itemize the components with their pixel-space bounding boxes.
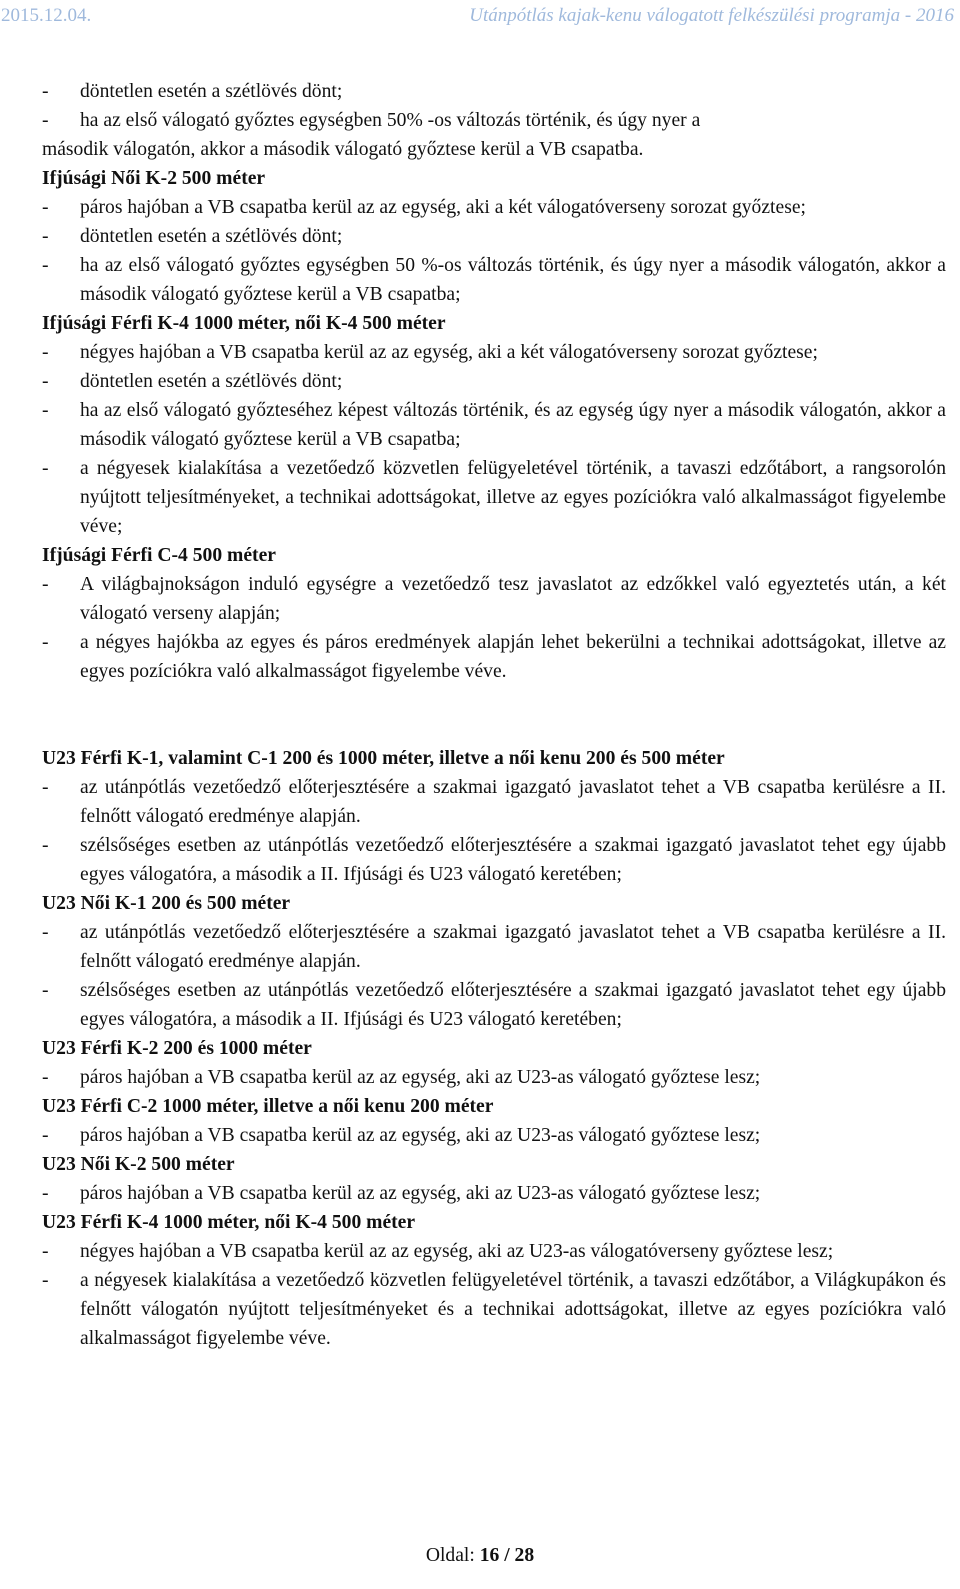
list-item bbox=[42, 628, 946, 686]
paragraph-continuation: második válogatón, akkor a második válogató győztese kerül a VB csapatba. bbox=[42, 139, 644, 160]
list-dash: - bbox=[42, 197, 49, 218]
header-title: Utánpótlás kajak-kenu válogatott felkészülési programja - 2016 bbox=[469, 5, 954, 26]
section-heading: U23 Férfi K-1, valamint C-1 200 és 1000 méter, illetve a női kenu 200 és 500 méter bbox=[42, 748, 725, 769]
list-item bbox=[42, 976, 946, 1034]
list-dash: - bbox=[42, 980, 49, 1001]
page-number: 16 / 28 bbox=[479, 1545, 535, 1566]
list-item-text: szélsőséges esetben az utánpótlás vezetőedző előterjesztésére a szakmai igazgató javaslatot tehet egy újabb egyes válogatóra, a második a II. Ifjúsági és U23 válogató keretében; bbox=[80, 835, 946, 885]
list-dash: - bbox=[42, 922, 49, 943]
list-item-text: döntetlen esetén a szétlövés dönt; bbox=[80, 226, 343, 247]
list-dash: - bbox=[42, 226, 49, 247]
section-heading: Ifjúsági Férfi C-4 500 méter bbox=[42, 545, 276, 566]
list-dash: - bbox=[42, 400, 49, 421]
list-dash: - bbox=[42, 1125, 49, 1146]
list-item bbox=[42, 1121, 946, 1150]
list-dash: - bbox=[42, 371, 49, 392]
list-dash: - bbox=[42, 458, 49, 479]
section-heading: U23 Női K-1 200 és 500 méter bbox=[42, 893, 291, 914]
list-item-text: páros hajóban a VB csapatba kerül az az egység, aki az U23-as válogató győztese lesz; bbox=[80, 1183, 761, 1204]
list-item-text: döntetlen esetén a szétlövés dönt; bbox=[80, 371, 343, 392]
section-heading: U23 Férfi C-2 1000 méter, illetve a női kenu 200 méter bbox=[42, 1096, 494, 1117]
list-item-text: A világbajnokságon induló egységre a vezetőedző tesz javaslatot az edzőkkel való egyeztetés után, a két válogató verseny alapján; bbox=[80, 574, 946, 624]
list-dash: - bbox=[42, 1183, 49, 1204]
list-item-text: a négyesek kialakítása a vezetőedző közvetlen felügyeletével történik, a tavaszi edzőtábort, a rangsorolón nyújtott teljesítményeket, a technikai adottságokat, illetve az egyes pozíciókra való alkalmasságot figyelembe véve; bbox=[80, 458, 946, 537]
list-item bbox=[42, 773, 946, 831]
list-item bbox=[42, 251, 946, 309]
list-item-text: páros hajóban a VB csapatba kerül az az egység, aki az U23-as válogató győztese lesz; bbox=[80, 1125, 761, 1146]
list-item bbox=[42, 106, 946, 135]
document-body bbox=[42, 77, 946, 1353]
list-item bbox=[42, 77, 946, 106]
section-heading: U23 Férfi K-2 200 és 1000 méter bbox=[42, 1038, 312, 1059]
list-item bbox=[42, 831, 946, 889]
list-item-text: négyes hajóban a VB csapatba kerül az az egység, aki a két válogatóverseny sorozat győztese; bbox=[80, 342, 818, 363]
list-dash: - bbox=[42, 81, 49, 102]
section-heading: Ifjúsági Férfi K-4 1000 méter, női K-4 500 méter bbox=[42, 313, 446, 334]
list-item bbox=[42, 1266, 946, 1353]
page-footer bbox=[0, 1545, 960, 1567]
list-item bbox=[42, 1179, 946, 1208]
list-dash: - bbox=[42, 835, 49, 856]
list-item-text: szélsőséges esetben az utánpótlás vezetőedző előterjesztésére a szakmai igazgató javaslatot tehet egy újabb egyes válogatóra, a második a II. Ifjúsági és U23 válogató keretében; bbox=[80, 980, 946, 1030]
list-item-text: ha az első válogató győztes egységben 50 %-os változás történik, és úgy nyer a második válogatón, akkor a második válogató győztese kerül a VB csapatba; bbox=[80, 255, 946, 305]
list-dash: - bbox=[42, 110, 49, 131]
list-dash: - bbox=[42, 1067, 49, 1088]
list-item bbox=[42, 570, 946, 628]
section-heading: U23 Női K-2 500 méter bbox=[42, 1154, 235, 1175]
section-heading: U23 Férfi K-4 1000 méter, női K-4 500 méter bbox=[42, 1212, 416, 1233]
page-header bbox=[0, 5, 960, 35]
list-item bbox=[42, 338, 946, 367]
list-dash: - bbox=[42, 632, 49, 653]
list-dash: - bbox=[42, 1270, 49, 1291]
footer-label: Oldal: bbox=[425, 1545, 475, 1566]
list-dash: - bbox=[42, 1241, 49, 1262]
list-item-text: az utánpótlás vezetőedző előterjesztésére a szakmai igazgató javaslatot tehet a VB csapatba kerülésre a II. felnőtt válogató eredménye alapján. bbox=[80, 922, 946, 972]
list-item-text: döntetlen esetén a szétlövés dönt; bbox=[80, 81, 343, 102]
list-item bbox=[42, 1237, 946, 1266]
list-item bbox=[42, 367, 946, 396]
list-item bbox=[42, 918, 946, 976]
list-dash: - bbox=[42, 342, 49, 363]
list-item bbox=[42, 454, 946, 541]
section-heading: Ifjúsági Női K-2 500 méter bbox=[42, 168, 266, 189]
list-item-text: ha az első válogató győztes egységben 50% -os változás történik, és úgy nyer a bbox=[80, 110, 701, 131]
section-gap bbox=[42, 686, 946, 744]
list-item bbox=[42, 396, 946, 454]
list-item-text: ha az első válogató győzteséhez képest változás történik, és az egység úgy nyer a második válogatón, akkor a második válogató győztese kerül a VB csapatba; bbox=[80, 400, 946, 450]
list-item-text: az utánpótlás vezetőedző előterjesztésére a szakmai igazgató javaslatot tehet a VB csapatba kerülésre a II. felnőtt válogató eredménye alapján. bbox=[80, 777, 946, 827]
list-dash: - bbox=[42, 574, 49, 595]
list-item-text: páros hajóban a VB csapatba kerül az az egység, aki az U23-as válogató győztese lesz; bbox=[80, 1067, 761, 1088]
header-date: 2015.12.04. bbox=[1, 5, 92, 26]
list-item bbox=[42, 222, 946, 251]
list-item-text: négyes hajóban a VB csapatba kerül az az egység, aki az U23-as válogatóverseny győztese lesz; bbox=[80, 1241, 834, 1262]
list-item bbox=[42, 193, 946, 222]
list-dash: - bbox=[42, 777, 49, 798]
list-item-text: a négyes hajókba az egyes és páros eredmények alapján lehet bekerülni a technikai adottságokat, illetve az egyes pozíciókra való alkalmasságot figyelembe véve. bbox=[80, 632, 946, 682]
list-dash: - bbox=[42, 255, 49, 276]
list-item-text: a négyesek kialakítása a vezetőedző közvetlen felügyeletével történik, a tavaszi edzőtábor, a Világkupákon és felnőtt válogatón nyújtott teljesítményeket és a technikai adottságokat, illetve az egyes pozíciókra való alkalmasságot figyelembe véve. bbox=[80, 1270, 946, 1349]
list-item bbox=[42, 1063, 946, 1092]
list-item-text: páros hajóban a VB csapatba kerül az az egység, aki a két válogatóverseny sorozat győztese; bbox=[80, 197, 806, 218]
